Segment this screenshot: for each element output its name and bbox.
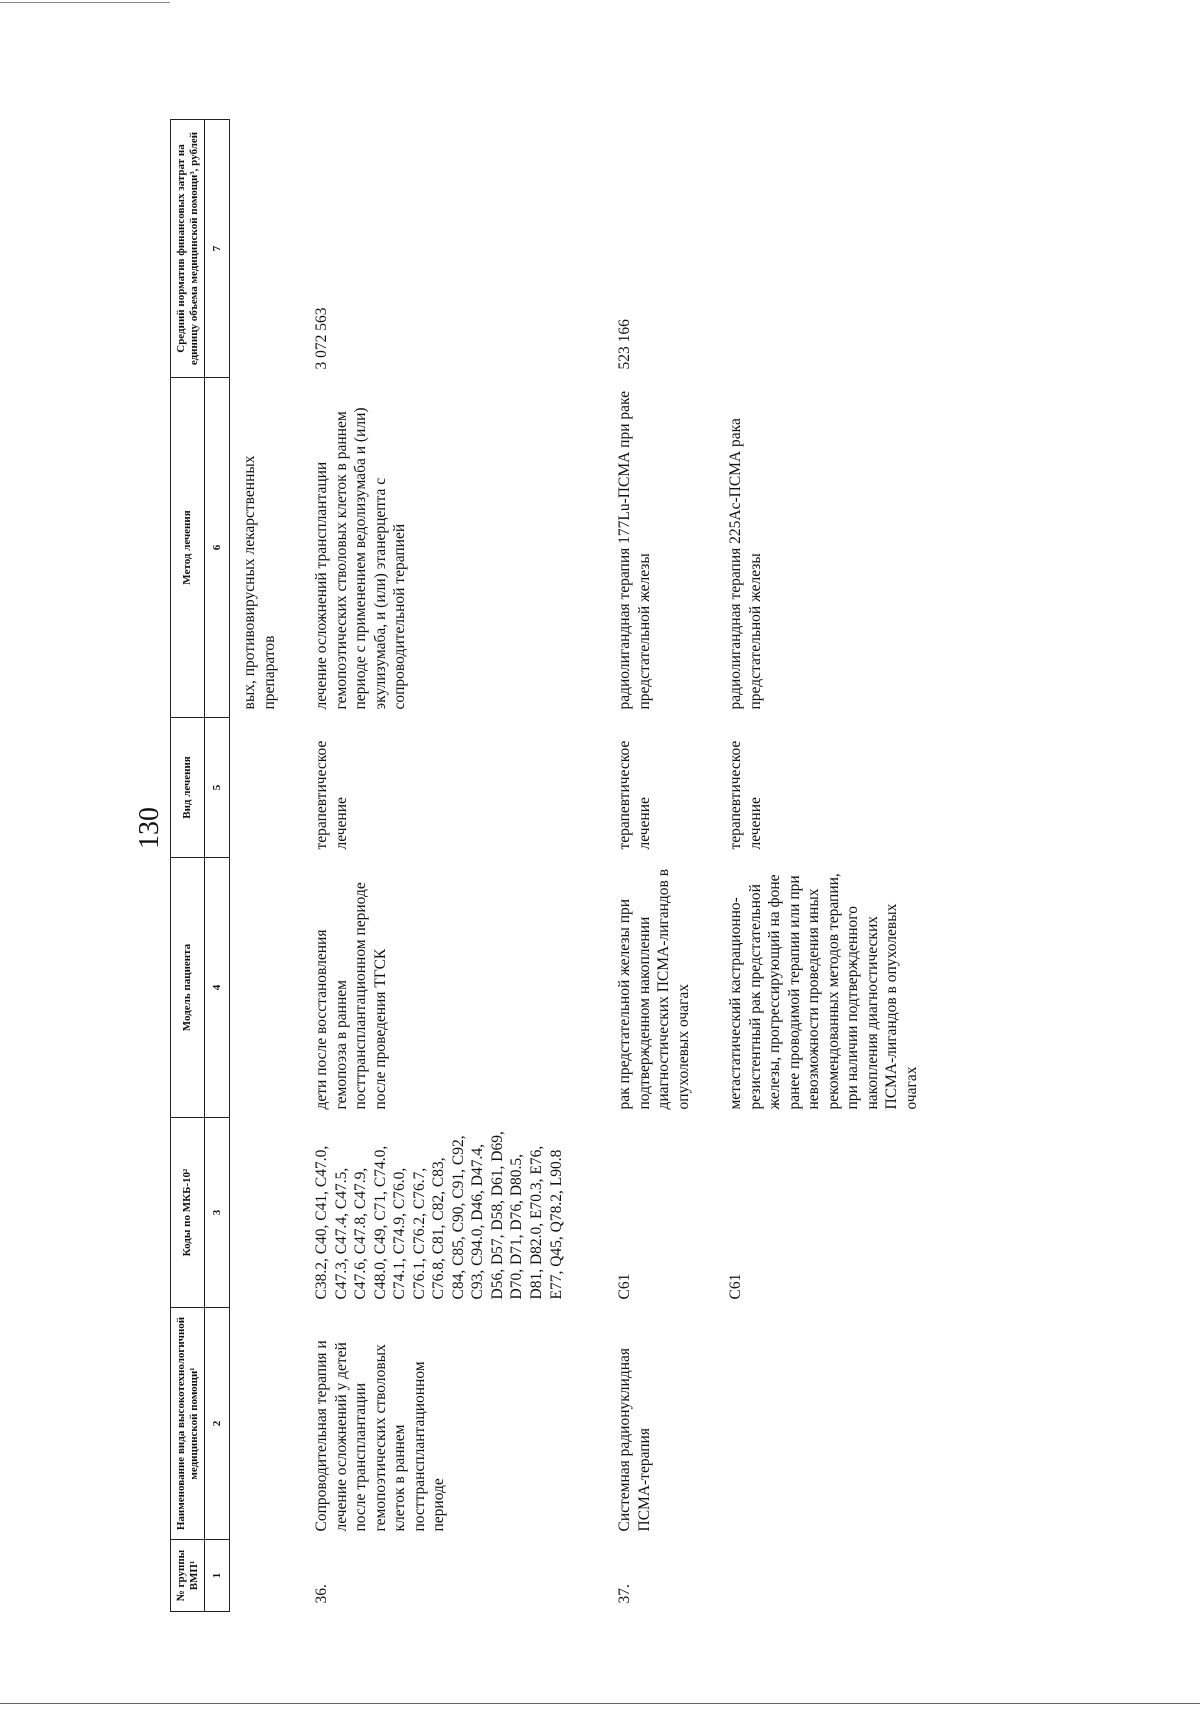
column-number: 7 [205, 120, 230, 378]
header-treatment-type: Вид лечения [171, 718, 205, 858]
table-row [696, 120, 924, 1612]
scan-bottom-line [0, 1703, 1200, 1704]
patient-model-cell: рак предстательной железы при подтвержденном накоплении диагностических ПСМА-лигандов в опухолевых очагах [616, 868, 692, 1110]
header-group-number: № группы ВМП¹ [171, 1540, 205, 1612]
header-treatment-method: Метод лечения [171, 378, 205, 718]
header-icd-codes: Коды по МКБ-10² [171, 1118, 205, 1308]
column-number: 6 [205, 378, 230, 718]
icd-codes-cell: C61 [727, 1273, 745, 1300]
header-cost-standard: Средний норматив финансовых затрат на единицу объема медицинской помощи³, рублей [171, 120, 205, 378]
column-number: 3 [205, 1118, 230, 1308]
rotated-table-container [170, 120, 1200, 1612]
patient-model-cell: метастатический кастрационно-резистентный рак предстательной железы, прогрессирующий на фоне ранее проводимой терапии или при невозможности проведения иных рекомендованных методов терапии, при наличии подтвержденного накопления диагностических ПСМА-лигандов в опухолевых очагах [727, 873, 920, 1110]
patient-model-cell [230, 858, 283, 1118]
table-row [569, 120, 696, 1612]
treatment-method-cell: лечение осложнений трансплантации гемопоэтических стволовых клеток в раннем периоде с применением ведолизумаба и (или) экулизумаба, и (или) этанерцепта с сопроводительной терапией [313, 407, 409, 710]
icd-codes-cell: C61 [616, 1273, 634, 1300]
cost-cell [230, 120, 283, 378]
icd-codes-cell: C38.2, C40, C41, C47.0, C47.3, C47.4, C47.5, C47.6, C47.8, C47.9, C48.0, C49, C71, C74.0, C74.1, C74.9, C76.0, C76.1, C76.2, C76.7, C76.8, C81, C82, C83, C84, C85, C90, C91, C92, C93, C94.0, D46, D47.4, D56, D57, D58, D61, D69, D70, D71, D76, D80.5, D81, D82.0, E70.3, E76, E77, Q45, Q78.2, L90.8 [313, 1131, 565, 1300]
treatment-type-cell [230, 718, 283, 858]
column-number: 1 [205, 1540, 230, 1612]
treatment-method-cell: вых, противовирусных лекарственных препаратов [241, 455, 278, 710]
table-row [282, 120, 569, 1612]
table-row [230, 120, 283, 1612]
treatment-type-cell: терапевтическое лечение [727, 740, 764, 850]
group-number-cell: 37. [616, 1584, 634, 1604]
group-number-cell [230, 1540, 283, 1612]
group-number-cell [696, 1540, 924, 1612]
treatment-method-cell: радиолигандная терапия 225Ac-ПСМА рака предстательной железы [727, 418, 764, 710]
cost-cell [696, 120, 924, 378]
vmp-name-cell [696, 1308, 924, 1540]
header-patient-model: Модель пациента [171, 858, 205, 1118]
group-number-cell: 36. [313, 1584, 331, 1604]
treatment-type-cell: терапевтическое лечение [616, 740, 653, 850]
vmp-name-cell: Сопроводительная терапия и лечение осложнений у детей после трансплантации гемопоэтических стволовых клеток в раннем посттрансплантационном периоде [313, 1340, 448, 1532]
cost-cell: 3 072 563 [313, 307, 331, 370]
vmp-name-cell [230, 1308, 283, 1540]
column-number: 4 [205, 858, 230, 1118]
treatment-type-cell: терапевтическое лечение [313, 740, 350, 850]
scan-edge-line [0, 2, 170, 3]
page-number: 130 [134, 807, 165, 849]
column-number: 2 [205, 1308, 230, 1540]
header-row [171, 120, 205, 1612]
cost-cell: 523 166 [616, 319, 634, 370]
treatment-method-cell: радиолигандная терапия 177Lu-ПСМА при раке предстательной железы [616, 390, 653, 710]
vmp-table [170, 119, 924, 1612]
column-number: 5 [205, 718, 230, 858]
column-number-row [205, 120, 230, 1612]
header-vmp-name: Наименование вида высокотехнологичной медицинской помощи¹ [171, 1308, 205, 1540]
patient-model-cell: дети после восстановления гемопоэза в раннем посттрансплантационном периоде после проведения ТГСК [313, 882, 389, 1110]
vmp-name-cell: Системная радионуклидная ПСМА-терапия [616, 1347, 653, 1532]
icd-codes-cell [230, 1118, 283, 1308]
